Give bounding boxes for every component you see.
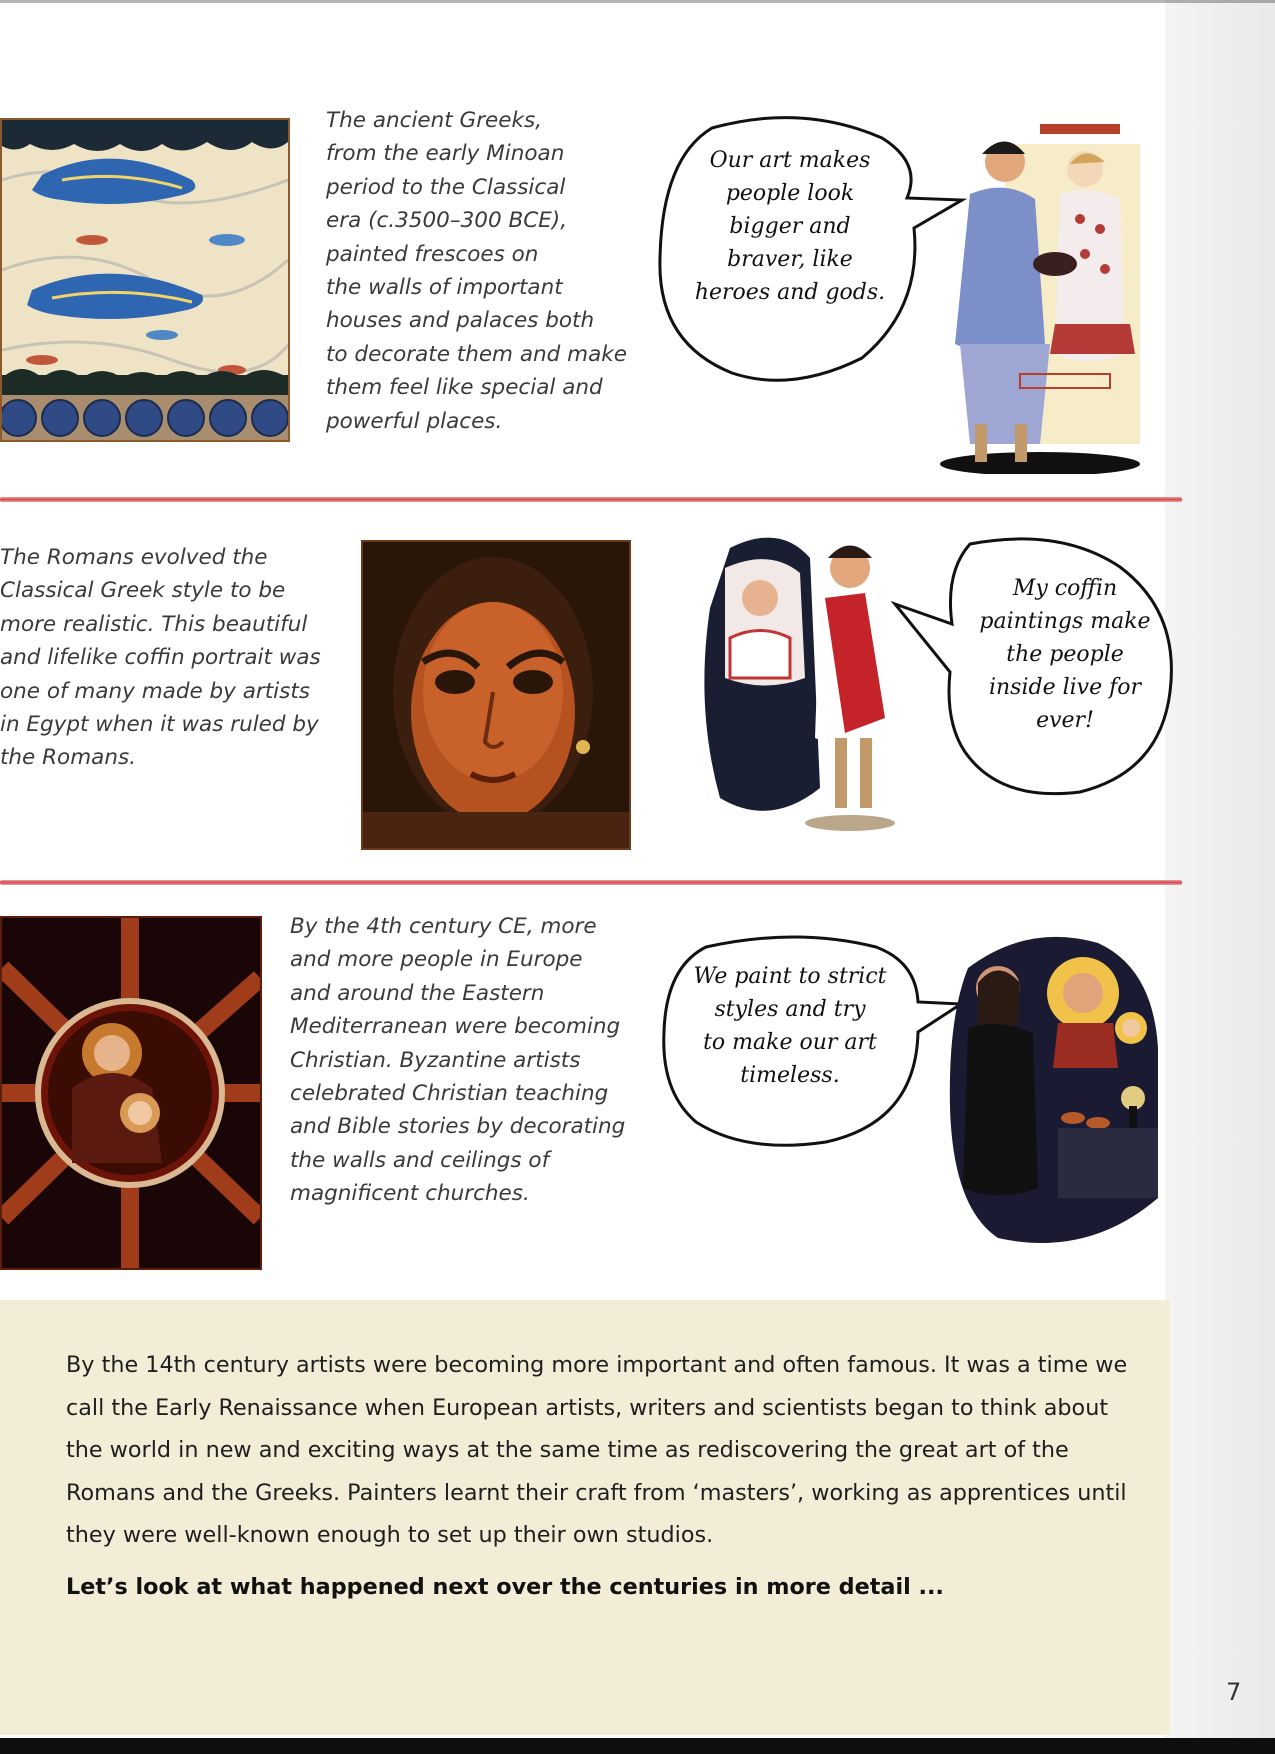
minoan-dolphin-fresco-image	[0, 118, 290, 442]
speech-text-roman: My coffin paintings make the people inside live for ever!	[979, 576, 1151, 733]
roman-painter-illustration	[690, 528, 905, 848]
section-divider-1	[0, 497, 1182, 502]
section-divider-2	[0, 880, 1182, 885]
byzantine-painter-illustration	[938, 928, 1168, 1253]
summary-text: By the 14th century artists were becoming more important and often famous. It was a time we call the Early Renaissance when European artists, writers and scientists began to think about the world in new and exciting ways at the same time as rediscovering the great art of the Romans and the Greeks. Painters learnt their craft from ‘masters’, working as apprentices until they were well-known enough to set up their own studios.	[66, 1352, 1128, 1548]
greek-painter-illustration	[920, 124, 1160, 474]
speech-text-byzantine: We paint to strict styles and try to make our art timeless.	[693, 964, 887, 1088]
roman-caption: The Romans evolved the Classical Greek style to be more realistic. This beautiful and lifelike coffin portrait was one of many made by artists in Egypt when it was ruled by the Romans.	[0, 545, 321, 771]
summary-call-to-action: Let’s look at what happened next over the centuries in more detail ...	[66, 1574, 944, 1600]
top-edge	[0, 0, 1275, 3]
fayum-coffin-portrait-image	[361, 540, 631, 850]
bottom-edge	[0, 1738, 1275, 1754]
greek-caption: The ancient Greeks, from the early Minoan period to the Classical era (c.3500–300 BCE), painted frescoes on the walls of important houses and palaces both to decorate them and make them feel like special and powerful places.	[326, 108, 627, 434]
speech-text-greek: Our art makes people look bigger and braver, like heroes and gods.	[694, 148, 886, 305]
byzantine-dome-mosaic-image	[0, 916, 262, 1270]
page-number: 7	[1226, 1678, 1242, 1706]
page-edge-shadow	[1165, 0, 1275, 1754]
byzantine-caption: By the 4th century CE, more and more people in Europe and around the Eastern Mediterranean were becoming Christian. Byzantine artists celebrated Christian teaching and Bible stories by decorating the walls and ceilings of magnificent churches.	[290, 914, 626, 1207]
